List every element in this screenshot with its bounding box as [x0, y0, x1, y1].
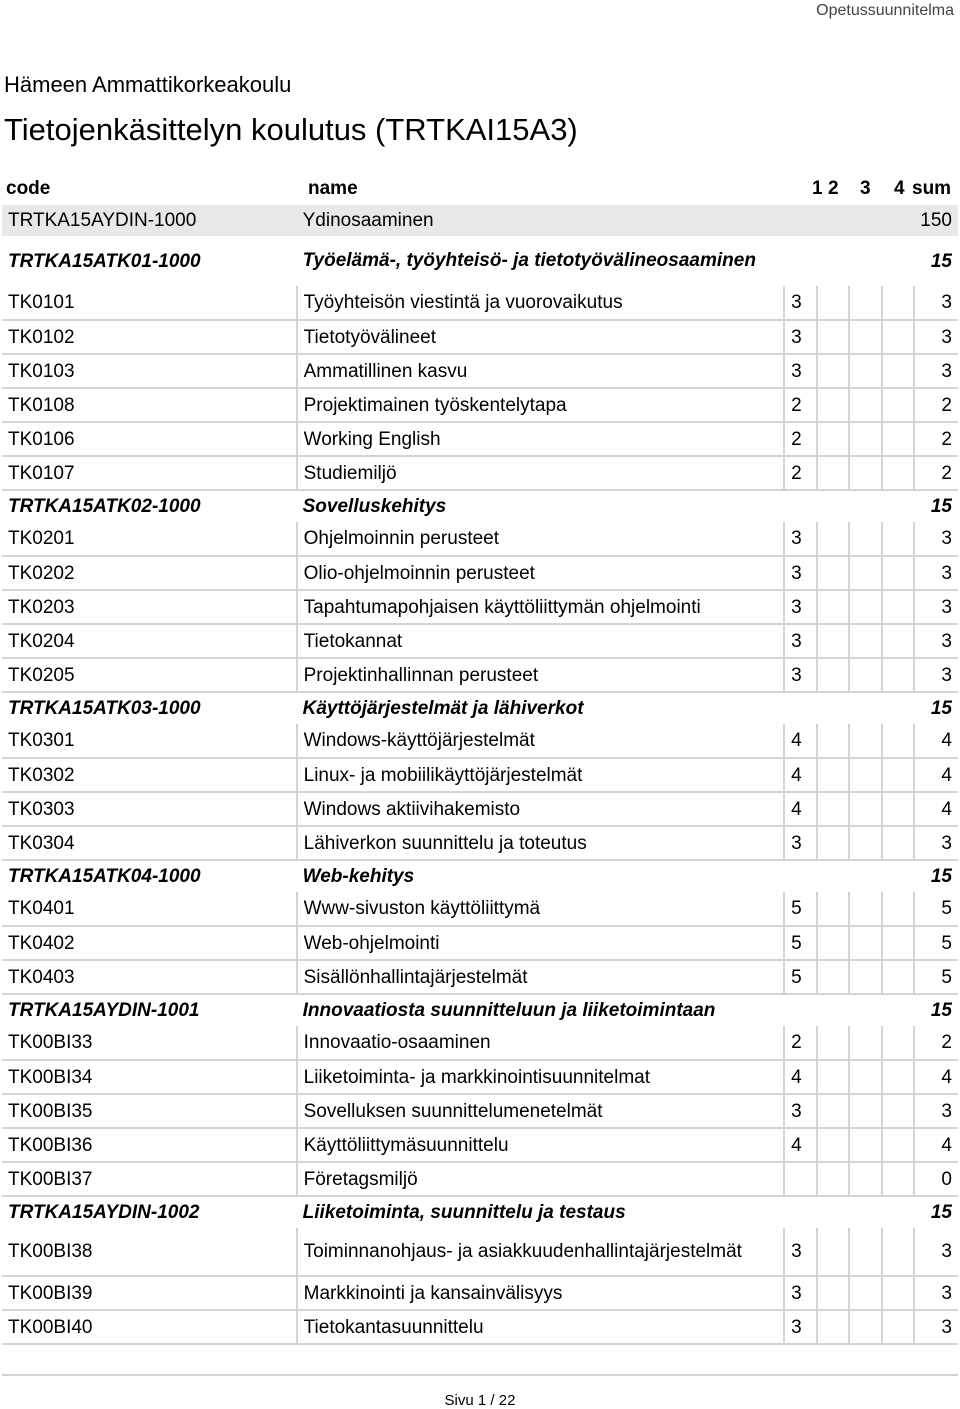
- row-year-3: [849, 624, 881, 658]
- row-code: TRTKA15ATK02-1000: [2, 490, 297, 522]
- row-year-2: [817, 490, 849, 522]
- row-code: TK0101: [2, 286, 297, 320]
- row-year-3: [849, 522, 881, 556]
- row-name: Lähiverkon suunnittelu ja toteutus: [297, 826, 784, 860]
- row-name: Sovelluksen suunnittelumenetelmät: [297, 1094, 784, 1128]
- row-year-2: [817, 456, 849, 490]
- row-sum: 4: [914, 758, 958, 792]
- module-row: [2, 1196, 958, 1228]
- row-year-2: [817, 236, 849, 286]
- row-sum: 4: [914, 792, 958, 826]
- row-code: TRTKA15AYDIN-1002: [2, 1196, 297, 1228]
- row-year-1: 4: [784, 792, 817, 826]
- row-year-1: 5: [784, 892, 817, 926]
- row-year-1: 3: [784, 354, 817, 388]
- course-row: [2, 1162, 958, 1196]
- row-year-2: [817, 960, 849, 994]
- row-year-3: [849, 1310, 881, 1344]
- row-year-1: 3: [784, 286, 817, 320]
- row-year-2: [817, 1310, 849, 1344]
- row-code: TK0402: [2, 926, 297, 960]
- row-year-1: 3: [784, 522, 817, 556]
- course-row: [2, 388, 958, 422]
- row-name: Sovelluskehitys: [297, 490, 784, 522]
- row-name: Ammatillinen kasvu: [297, 354, 784, 388]
- row-year-3: [849, 204, 881, 236]
- row-year-3: [849, 692, 881, 724]
- row-year-3: [849, 422, 881, 456]
- row-year-2: [817, 556, 849, 590]
- row-year-4: [882, 1276, 914, 1310]
- row-year-3: [849, 758, 881, 792]
- row-name: Työelämä-, työyhteisö- ja tietotyövälineosaaminen: [297, 236, 784, 286]
- row-year-1: [784, 860, 817, 892]
- course-row: [2, 758, 958, 792]
- row-year-4: [882, 724, 914, 758]
- row-year-4: [882, 236, 914, 286]
- row-code: TRTKA15ATK04-1000: [2, 860, 297, 892]
- row-year-3: [849, 892, 881, 926]
- row-year-4: [882, 1228, 914, 1276]
- row-year-2: [817, 1196, 849, 1228]
- row-year-3: [849, 388, 881, 422]
- row-sum: 15: [914, 692, 958, 724]
- module-row: [2, 236, 958, 286]
- row-code: TK00BI40: [2, 1310, 297, 1344]
- row-year-4: [882, 204, 914, 236]
- row-name: Tietokannat: [297, 624, 784, 658]
- row-year-1: 5: [784, 960, 817, 994]
- row-code: TK00BI38: [2, 1228, 297, 1276]
- row-year-3: [849, 960, 881, 994]
- course-row: [2, 1228, 958, 1276]
- row-name: Web-ohjelmointi: [297, 926, 784, 960]
- row-year-4: [882, 522, 914, 556]
- row-year-2: [817, 658, 849, 692]
- table-header: [4, 178, 956, 202]
- column-header-code: code: [6, 178, 51, 199]
- row-year-3: [849, 860, 881, 892]
- row-year-3: [849, 1276, 881, 1310]
- row-year-4: [882, 320, 914, 354]
- row-year-1: 4: [784, 1128, 817, 1162]
- row-year-4: [882, 490, 914, 522]
- row-year-2: [817, 522, 849, 556]
- row-year-4: [882, 692, 914, 724]
- row-year-4: [882, 556, 914, 590]
- row-sum: 0: [914, 1162, 958, 1196]
- row-year-2: [817, 624, 849, 658]
- row-sum: 3: [914, 556, 958, 590]
- row-sum: 3: [914, 320, 958, 354]
- row-sum: 15: [914, 860, 958, 892]
- section-row: [2, 204, 958, 236]
- column-header-year-1: 1: [812, 178, 823, 199]
- row-sum: 3: [914, 590, 958, 624]
- row-year-1: 4: [784, 724, 817, 758]
- row-code: TK0301: [2, 724, 297, 758]
- row-year-1: [784, 1196, 817, 1228]
- row-year-3: [849, 456, 881, 490]
- row-code: TK00BI36: [2, 1128, 297, 1162]
- course-row: [2, 1026, 958, 1060]
- row-sum: 3: [914, 1094, 958, 1128]
- row-sum: 150: [914, 204, 958, 236]
- course-row: [2, 354, 958, 388]
- row-sum: 5: [914, 960, 958, 994]
- course-row: [2, 1060, 958, 1094]
- column-header-sum: sum: [912, 178, 952, 199]
- row-code: TK00BI34: [2, 1060, 297, 1094]
- row-code: TK0103: [2, 354, 297, 388]
- row-year-2: [817, 826, 849, 860]
- row-code: TK00BI39: [2, 1276, 297, 1310]
- row-sum: 3: [914, 1276, 958, 1310]
- row-code: TK00BI33: [2, 1026, 297, 1060]
- row-year-3: [849, 826, 881, 860]
- row-sum: 15: [914, 994, 958, 1026]
- row-year-2: [817, 860, 849, 892]
- row-year-4: [882, 658, 914, 692]
- row-sum: 2: [914, 1026, 958, 1060]
- row-sum: 4: [914, 724, 958, 758]
- row-year-1: [784, 490, 817, 522]
- footer-divider: [2, 1374, 958, 1376]
- row-sum: 2: [914, 422, 958, 456]
- row-year-1: [784, 994, 817, 1026]
- course-row: [2, 286, 958, 320]
- row-year-2: [817, 422, 849, 456]
- row-sum: 15: [914, 1196, 958, 1228]
- row-year-2: [817, 204, 849, 236]
- course-row: [2, 456, 958, 490]
- column-header-name: name: [308, 178, 358, 199]
- row-name: Windows aktiivihakemisto: [297, 792, 784, 826]
- row-year-4: [882, 590, 914, 624]
- row-year-2: [817, 590, 849, 624]
- course-row: [2, 1310, 958, 1344]
- row-year-3: [849, 994, 881, 1026]
- document-label: Opetussuunnitelma: [816, 2, 954, 19]
- row-sum: 3: [914, 658, 958, 692]
- row-code: TRTKA15AYDIN-1001: [2, 994, 297, 1026]
- course-row: [2, 522, 958, 556]
- row-year-2: [817, 758, 849, 792]
- row-year-3: [849, 354, 881, 388]
- row-year-4: [882, 926, 914, 960]
- row-sum: 2: [914, 388, 958, 422]
- course-row: [2, 422, 958, 456]
- row-code: TK0102: [2, 320, 297, 354]
- course-row: [2, 892, 958, 926]
- row-name: Työyhteisön viestintä ja vuorovaikutus: [297, 286, 784, 320]
- row-code: TK0202: [2, 556, 297, 590]
- row-code: TK0304: [2, 826, 297, 860]
- row-year-1: 3: [784, 826, 817, 860]
- module-row: [2, 490, 958, 522]
- row-name: Liiketoiminta, suunnittelu ja testaus: [297, 1196, 784, 1228]
- course-row: [2, 960, 958, 994]
- row-name: Projektimainen työskentelytapa: [297, 388, 784, 422]
- row-year-2: [817, 354, 849, 388]
- row-year-1: [784, 204, 817, 236]
- row-year-1: 2: [784, 422, 817, 456]
- row-year-3: [849, 792, 881, 826]
- row-year-2: [817, 320, 849, 354]
- row-year-1: 2: [784, 456, 817, 490]
- row-year-3: [849, 320, 881, 354]
- row-year-2: [817, 892, 849, 926]
- row-year-4: [882, 1094, 914, 1128]
- module-row: [2, 994, 958, 1026]
- row-year-3: [849, 1128, 881, 1162]
- course-row: [2, 1276, 958, 1310]
- row-year-2: [817, 1094, 849, 1128]
- row-year-3: [849, 1196, 881, 1228]
- row-year-1: 3: [784, 1228, 817, 1276]
- row-year-2: [817, 1026, 849, 1060]
- row-year-3: [849, 236, 881, 286]
- row-year-1: 3: [784, 590, 817, 624]
- row-name: Käyttöjärjestelmät ja lähiverkot: [297, 692, 784, 724]
- row-name: Företagsmiljö: [297, 1162, 784, 1196]
- row-year-3: [849, 590, 881, 624]
- row-code: TK0203: [2, 590, 297, 624]
- row-year-4: [882, 286, 914, 320]
- row-name: Markkinointi ja kansainvälisyys: [297, 1276, 784, 1310]
- row-year-4: [882, 1162, 914, 1196]
- row-sum: 2: [914, 456, 958, 490]
- row-code: TK0107: [2, 456, 297, 490]
- row-year-2: [817, 926, 849, 960]
- course-row: [2, 926, 958, 960]
- row-year-1: 3: [784, 1094, 817, 1128]
- row-code: TK0201: [2, 522, 297, 556]
- row-year-1: [784, 692, 817, 724]
- row-code: TK0108: [2, 388, 297, 422]
- row-name: Ohjelmoinnin perusteet: [297, 522, 784, 556]
- page-title: Tietojenkäsittelyn koulutus (TRTKAI15A3): [4, 112, 578, 147]
- row-code: TK0106: [2, 422, 297, 456]
- row-year-4: [882, 960, 914, 994]
- row-sum: 4: [914, 1060, 958, 1094]
- row-year-4: [882, 354, 914, 388]
- row-sum: 3: [914, 354, 958, 388]
- row-name: Linux- ja mobiilikäyttöjärjestelmät: [297, 758, 784, 792]
- row-year-2: [817, 1162, 849, 1196]
- row-year-1: 5: [784, 926, 817, 960]
- column-header-year-4: 4: [894, 178, 905, 199]
- row-code: TRTKA15ATK01-1000: [2, 236, 297, 286]
- course-row: [2, 624, 958, 658]
- column-header-year-3: 3: [860, 178, 871, 199]
- row-code: TK00BI37: [2, 1162, 297, 1196]
- row-name: Working English: [297, 422, 784, 456]
- row-year-3: [849, 1026, 881, 1060]
- column-header-year-2: 2: [828, 178, 839, 199]
- page-number: Sivu 1 / 22: [444, 1392, 516, 1409]
- row-year-4: [882, 792, 914, 826]
- row-year-3: [849, 1094, 881, 1128]
- row-year-3: [849, 926, 881, 960]
- row-name: Sisällönhallintajärjestelmät: [297, 960, 784, 994]
- row-sum: 4: [914, 1128, 958, 1162]
- module-row: [2, 860, 958, 892]
- row-year-4: [882, 1128, 914, 1162]
- row-code: TK0401: [2, 892, 297, 926]
- row-sum: 3: [914, 1228, 958, 1276]
- row-year-2: [817, 724, 849, 758]
- row-year-4: [882, 1310, 914, 1344]
- row-year-3: [849, 490, 881, 522]
- organization-name: Hämeen Ammattikorkeakoulu: [4, 72, 292, 97]
- row-year-2: [817, 1228, 849, 1276]
- row-year-4: [882, 1060, 914, 1094]
- row-year-2: [817, 286, 849, 320]
- row-year-4: [882, 892, 914, 926]
- row-year-1: 3: [784, 320, 817, 354]
- row-year-3: [849, 286, 881, 320]
- row-name: Windows-käyttöjärjestelmät: [297, 724, 784, 758]
- row-sum: 3: [914, 1310, 958, 1344]
- row-code: TK0204: [2, 624, 297, 658]
- row-name: Web-kehitys: [297, 860, 784, 892]
- row-year-2: [817, 388, 849, 422]
- row-name: Tietotyövälineet: [297, 320, 784, 354]
- row-sum: 3: [914, 624, 958, 658]
- row-code: TK00BI35: [2, 1094, 297, 1128]
- row-year-4: [882, 860, 914, 892]
- course-row: [2, 1094, 958, 1128]
- row-year-4: [882, 422, 914, 456]
- row-code: TK0303: [2, 792, 297, 826]
- row-year-4: [882, 994, 914, 1026]
- row-year-2: [817, 1276, 849, 1310]
- row-code: TRTKA15AYDIN-1000: [2, 204, 297, 236]
- row-code: TRTKA15ATK03-1000: [2, 692, 297, 724]
- course-row: [2, 1128, 958, 1162]
- row-year-3: [849, 556, 881, 590]
- course-row: [2, 658, 958, 692]
- row-name: Projektinhallinnan perusteet: [297, 658, 784, 692]
- course-row: [2, 320, 958, 354]
- row-name: Ydinosaaminen: [297, 204, 784, 236]
- course-row: [2, 724, 958, 758]
- row-code: TK0403: [2, 960, 297, 994]
- row-name: Tietokantasuunnittelu: [297, 1310, 784, 1344]
- row-name: Studiemiljö: [297, 456, 784, 490]
- row-year-1: [784, 236, 817, 286]
- row-sum: 15: [914, 236, 958, 286]
- row-name: Tapahtumapohjaisen käyttöliittymän ohjelmointi: [297, 590, 784, 624]
- row-year-3: [849, 1060, 881, 1094]
- row-year-2: [817, 792, 849, 826]
- course-row: [2, 792, 958, 826]
- course-row: [2, 826, 958, 860]
- curriculum-table: [2, 203, 958, 1345]
- row-year-1: 3: [784, 658, 817, 692]
- row-name: Toiminnanohjaus- ja asiakkuudenhallintajärjestelmät: [297, 1228, 784, 1276]
- row-name: Olio-ohjelmoinnin perusteet: [297, 556, 784, 590]
- row-year-4: [882, 388, 914, 422]
- row-year-1: 2: [784, 388, 817, 422]
- row-sum: 5: [914, 926, 958, 960]
- row-code: TK0205: [2, 658, 297, 692]
- row-year-2: [817, 692, 849, 724]
- row-year-4: [882, 826, 914, 860]
- row-year-2: [817, 1128, 849, 1162]
- row-year-1: 2: [784, 1026, 817, 1060]
- row-year-4: [882, 1026, 914, 1060]
- row-year-2: [817, 1060, 849, 1094]
- row-year-1: 4: [784, 1060, 817, 1094]
- course-row: [2, 590, 958, 624]
- row-year-3: [849, 1228, 881, 1276]
- row-year-1: 4: [784, 758, 817, 792]
- module-row: [2, 692, 958, 724]
- row-name: Liiketoiminta- ja markkinointisuunnitelmat: [297, 1060, 784, 1094]
- row-year-4: [882, 1196, 914, 1228]
- row-sum: 3: [914, 522, 958, 556]
- row-sum: 3: [914, 826, 958, 860]
- row-year-1: 3: [784, 556, 817, 590]
- row-year-3: [849, 658, 881, 692]
- row-sum: 5: [914, 892, 958, 926]
- row-year-4: [882, 456, 914, 490]
- row-year-2: [817, 994, 849, 1026]
- row-sum: 15: [914, 490, 958, 522]
- row-year-4: [882, 624, 914, 658]
- row-year-4: [882, 758, 914, 792]
- row-year-1: 3: [784, 624, 817, 658]
- row-code: TK0302: [2, 758, 297, 792]
- row-year-1: [784, 1162, 817, 1196]
- row-name: Innovaatio-osaaminen: [297, 1026, 784, 1060]
- row-year-1: 3: [784, 1310, 817, 1344]
- row-year-1: 3: [784, 1276, 817, 1310]
- row-year-3: [849, 1162, 881, 1196]
- row-name: Käyttöliittymäsuunnittelu: [297, 1128, 784, 1162]
- row-year-3: [849, 724, 881, 758]
- course-row: [2, 556, 958, 590]
- row-name: Innovaatiosta suunnitteluun ja liiketoimintaan: [297, 994, 784, 1026]
- row-sum: 3: [914, 286, 958, 320]
- row-name: Www-sivuston käyttöliittymä: [297, 892, 784, 926]
